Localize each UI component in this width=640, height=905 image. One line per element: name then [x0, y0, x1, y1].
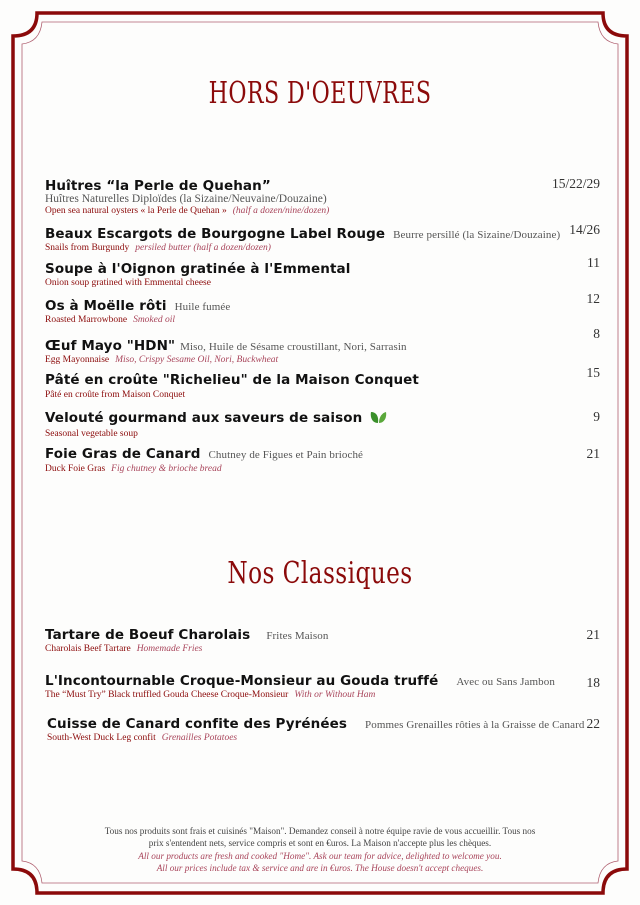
item-name: Velouté gourmand aux saveurs de saison [45, 410, 363, 426]
menu-item-croque-monsieur [45, 673, 605, 701]
price-tartare: 21 [586, 627, 600, 642]
item-name: Œuf Mayo "HDN" [45, 338, 176, 354]
item-english-detail: Grenailles Potatoes [161, 733, 238, 743]
item-english-name: Roasted Marrowbone [45, 315, 128, 325]
item-english-name: South-West Duck Leg confit [47, 733, 156, 743]
footer-english-line-2: All our prices include tax & service and are in €uros. The House doesn't accept cheques. [156, 862, 484, 873]
item-name: Soupe à l'Oignon gratinée à l'Emmental [45, 261, 351, 277]
price-os-a-moelle: 12 [586, 291, 600, 306]
price-huitres: 15/22/29 [551, 176, 600, 191]
price-oeuf-mayo: 8 [593, 326, 600, 341]
item-english-detail: With or Without Ham [294, 690, 376, 700]
item-french-detail: Huîtres Naturelles Diploïdes (la Sizaine/Neuvaine/Douzaine) [45, 193, 327, 205]
price-veloute: 9 [593, 409, 600, 424]
menu-item-soupe-oignon [45, 261, 605, 289]
item-english-name: Snails from Burgundy [45, 243, 130, 253]
price-croque-monsieur: 18 [586, 675, 600, 690]
item-english-name: Pâté en croûte from Maison Conquet [45, 390, 186, 400]
item-english-name: Open sea natural oysters « la Perle de Quehan » [45, 206, 227, 216]
footer-french-line-1: Tous nos produits sont frais et cuisinés "Maison". Demandez conseil à notre équipe ravie de vous accueillir. Tous nos [104, 826, 536, 836]
menu-item-tartare [45, 627, 605, 655]
item-name: Beaux Escargots de Bourgogne Label Rouge [45, 226, 386, 242]
item-english-detail: (half a dozen/nine/dozen) [232, 206, 330, 216]
item-name: Tartare de Boeuf Charolais [45, 627, 251, 643]
price-foie-gras: 21 [586, 446, 600, 461]
section-title-nos-classiques: Nos Classiques [227, 556, 413, 591]
item-french-detail: Miso, Huile de Sésame croustillant, Nori, Sarrasin [180, 341, 407, 353]
section-title-hors-doeuvres: HORS D'OEUVRES [208, 76, 432, 111]
item-name: Huîtres “la Perle de Quehan” [45, 178, 271, 194]
item-french-detail: Huile fumée [174, 301, 231, 313]
item-french-detail: Frites Maison [266, 630, 329, 642]
item-name: Os à Moëlle rôti [45, 298, 167, 314]
item-french-detail: Avec ou Sans Jambon [456, 676, 555, 688]
footer-french-line-2: prix s'entendent nets, service compris et sont en €uros. La Maison n'accepte plus les chèques. [148, 837, 492, 848]
price-escargots: 14/26 [569, 222, 600, 237]
item-name: L'Incontournable Croque-Monsieur au Gouda truffé [45, 673, 439, 689]
item-english-detail: Miso, Crispy Sesame Oil, Nori, Buckwheat [115, 355, 279, 365]
menu-item-foie-gras [45, 446, 605, 475]
menu-item-veloute [45, 410, 605, 440]
item-english-detail: Smoked oil [133, 315, 176, 325]
item-french-detail: Pommes Grenailles rôties à la Graisse de Canard [365, 719, 585, 731]
item-english-name: The “Must Try” Black truffled Gouda Cheese Croque-Monsieur [45, 690, 289, 700]
price-pate-en-croute: 15 [586, 365, 600, 380]
menu-item-pate-en-croute [45, 372, 605, 401]
item-name: Pâté en croûte "Richelieu" de la Maison Conquet [45, 372, 419, 388]
item-english-name: Duck Foie Gras [45, 464, 106, 474]
item-english-name: Onion soup gratined with Emmental cheese [45, 278, 211, 288]
menu-item-oeuf-mayo [45, 338, 605, 366]
item-english-name: Seasonal vegetable soup [45, 429, 138, 439]
item-english-detail: Homemade Fries [136, 644, 203, 654]
item-french-detail: Chutney de Figues et Pain brioché [208, 449, 364, 461]
menu-item-huitres [45, 178, 605, 217]
item-name: Foie Gras de Canard [45, 446, 201, 462]
footer-english-line-1: All our products are fresh and cooked "Home". Ask our team for advice, delighted to welcome you. [138, 851, 502, 861]
menu-item-os-a-moelle [45, 298, 605, 326]
item-english-detail: Fig chutney & brioche bread [111, 464, 222, 474]
menu-item-cuisse-de-canard [47, 716, 607, 744]
vegetarian-leaf-icon [370, 411, 387, 424]
footer-notice [60, 826, 580, 874]
menu-item-escargots [45, 226, 605, 254]
item-name: Cuisse de Canard confite des Pyrénées [47, 716, 348, 732]
item-english-name: Charolais Beef Tartare [45, 644, 131, 654]
item-english-name: Egg Mayonnaise [45, 355, 110, 365]
price-soupe-oignon: 11 [587, 255, 600, 270]
price-cuisse-de-canard: 22 [586, 716, 600, 731]
item-english-detail: persiled butter (half a dozen/dozen) [135, 243, 271, 253]
item-french-detail: Beurre persillé (la Sizaine/Douzaine) [393, 229, 561, 241]
